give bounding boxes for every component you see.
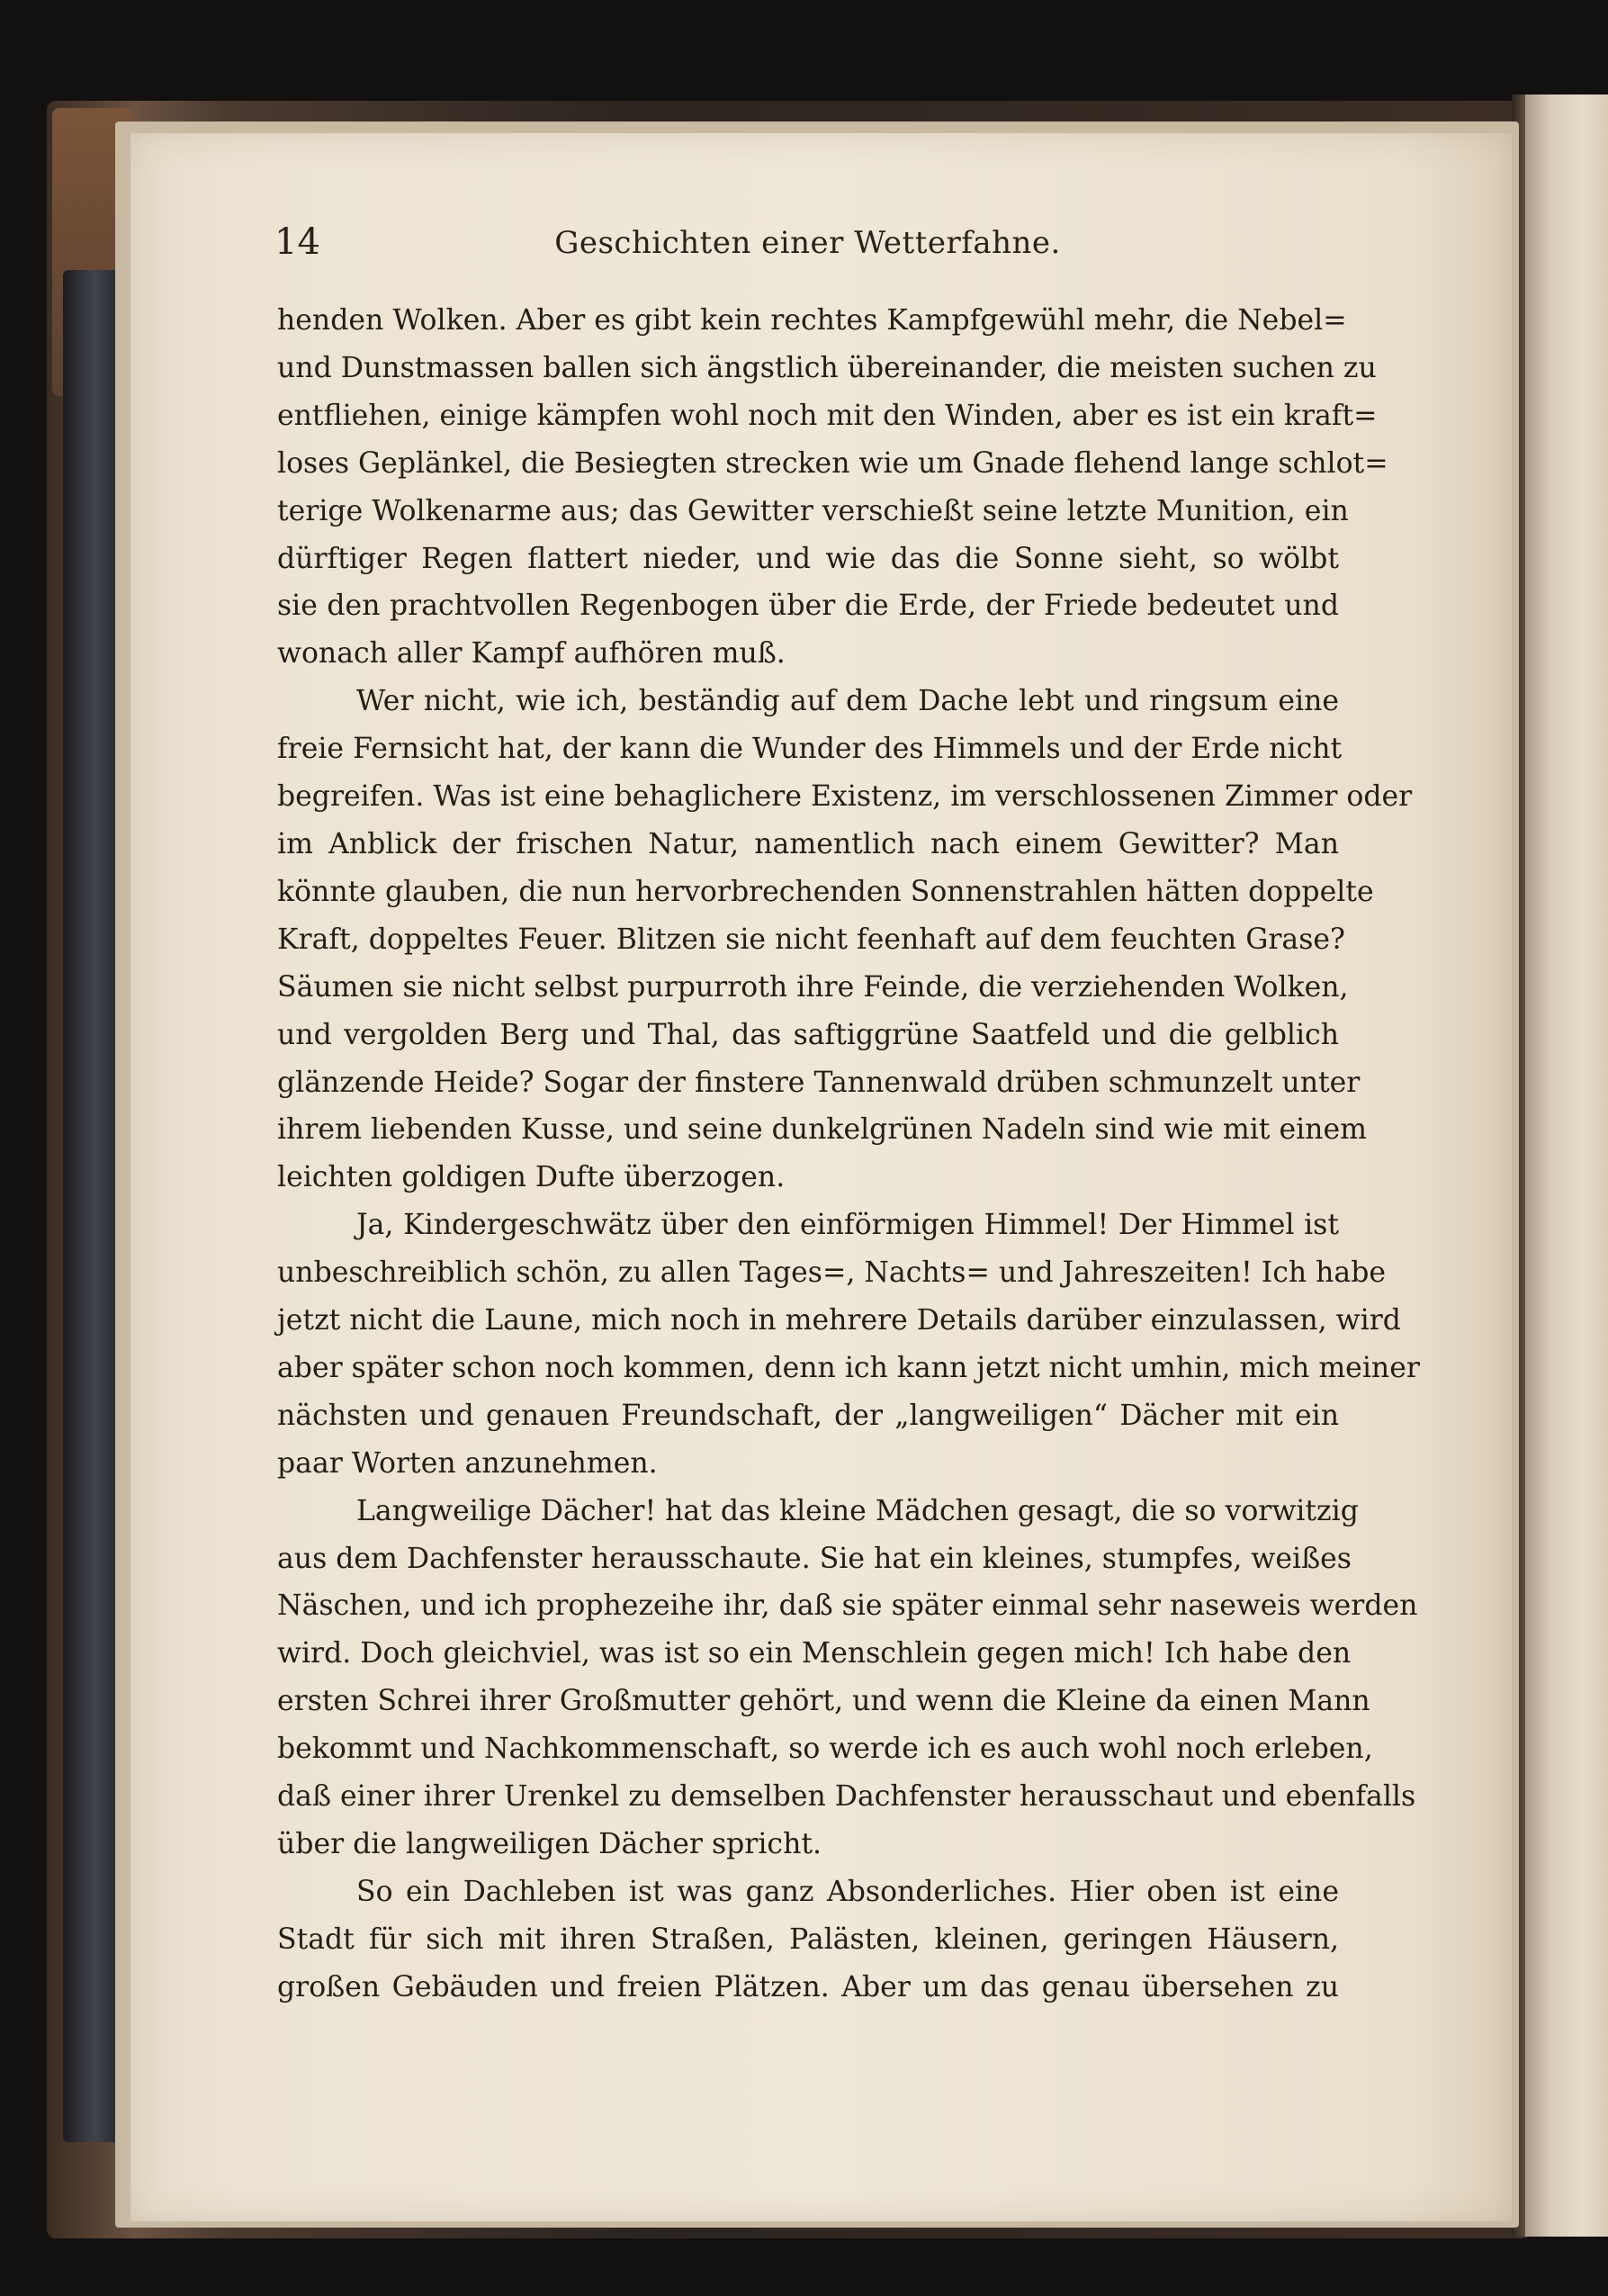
text-line: bekommt und Nachkommenschaft, so werde ich es auch wohl noch erleben, (277, 1733, 1373, 1766)
text-line: loses Geplänkel, die Besiegten strecken wie um Gnade flehend lange schlot= (277, 446, 1388, 480)
page-number: 14 (274, 221, 320, 263)
text-line: und vergolden Berg und Thal, das saftiggrüne Saatfeld und die gelblich (277, 1018, 1339, 1051)
text-line: Wer nicht, wie ich, beständig auf dem Dache lebt und ringsum eine (356, 685, 1339, 718)
text-line: aus dem Dachfenster herausschaute. Sie hat ein kleines, stumpfes, weißes (277, 1542, 1352, 1575)
text-line: Kraft, doppeltes Feuer. Blitzen sie nicht feenhaft auf dem feuchten Grase? (277, 923, 1345, 956)
text-line: begreifen. Was ist eine behaglichere Existenz, im verschlossenen Zimmer oder (277, 780, 1413, 814)
text-line: ihrem liebenden Kusse, und seine dunkelgrünen Nadeln sind wie mit einem (277, 1113, 1367, 1147)
text-line: großen Gebäuden und freien Plätzen. Aber um das genau übersehen zu (277, 1970, 1339, 2003)
text-line: Näschen, und ich prophezeihe ihr, daß sie später einmal sehr naseweis werden (277, 1589, 1418, 1623)
text-line: sie den prachtvollen Regenbogen über die Erde, der Friede bedeutet und (277, 590, 1339, 623)
text-line: Ja, Kindergeschwätz über den einförmigen Himmel! Der Himmel ist (356, 1209, 1339, 1242)
page-header (274, 221, 1341, 275)
text-line: wird. Doch gleichviel, was ist so ein Menschlein gegen mich! Ich habe den (277, 1637, 1352, 1670)
text-line: paar Worten anzunehmen. (277, 1446, 658, 1480)
text-line: im Anblick der frischen Natur, namentlich nach einem Gewitter? Man (277, 827, 1339, 860)
text-line: unbeschreiblich schön, zu allen Tages=, Nachts= und Jahreszeiten! Ich habe (277, 1256, 1387, 1290)
text-line: terige Wolkenarme aus; das Gewitter verschießt seine letzte Munition, ein (277, 494, 1349, 527)
text-line: ersten Schrei ihrer Großmutter gehört, und wenn die Kleine da einen Mann (277, 1685, 1370, 1718)
body-text (277, 297, 1420, 2012)
facing-page-edge (1525, 95, 1608, 2237)
text-line: henden Wolken. Aber es gibt kein rechtes Kampfgewühl mehr, die Nebel= (277, 304, 1347, 337)
text-line: wonach aller Kampf aufhören muß. (277, 637, 786, 671)
text-line: daß einer ihrer Urenkel zu demselben Dachfenster herausschaut und ebenfalls (277, 1780, 1416, 1814)
text-line: Langweilige Dächer! hat das kleine Mädchen gesagt, die so vorwitzig (356, 1494, 1359, 1527)
text-line: So ein Dachleben ist was ganz Absonderliches. Hier oben ist eine (356, 1875, 1339, 1908)
text-line: aber später schon noch kommen, denn ich kann jetzt nicht umhin, mich meiner (277, 1351, 1420, 1384)
running-title: Geschichten einer Wetterfahne. (554, 225, 1061, 261)
text-line: über die langweiligen Dächer spricht. (277, 1828, 822, 1860)
text-line: dürftiger Regen flattert nieder, und wie das die Sonne sieht, so wölbt (277, 542, 1339, 575)
text-line: Stadt für sich mit ihren Straßen, Palästen, kleinen, geringen Häusern, (277, 1922, 1339, 1956)
text-line: glänzende Heide? Sogar der finstere Tannenwald drüben schmunzelt unter (277, 1066, 1361, 1099)
text-line: Säumen sie nicht selbst purpurroth ihre Feinde, die verziehenden Wolken, (277, 970, 1349, 1004)
text-line: freie Fernsicht hat, der kann die Wunder des Himmels und der Erde nicht (277, 733, 1343, 766)
text-line: leichten goldigen Dufte überzogen. (277, 1161, 786, 1194)
text-line: könnte glauben, die nun hervorbrechenden Sonnenstrahlen hätten doppelte (277, 875, 1374, 908)
text-line: entfliehen, einige kämpfen wohl noch mit den Winden, aber es ist ein kraft= (277, 399, 1378, 432)
text-line: und Dunstmassen ballen sich ängstlich übereinander, die meisten suchen zu (277, 351, 1377, 384)
text-line: jetzt nicht die Laune, mich noch in mehrere Details darüber einzulassen, wird (277, 1304, 1401, 1337)
text-line: nächsten und genauen Freundschaft, der „langweiligen“ Dächer mit ein (277, 1399, 1339, 1432)
